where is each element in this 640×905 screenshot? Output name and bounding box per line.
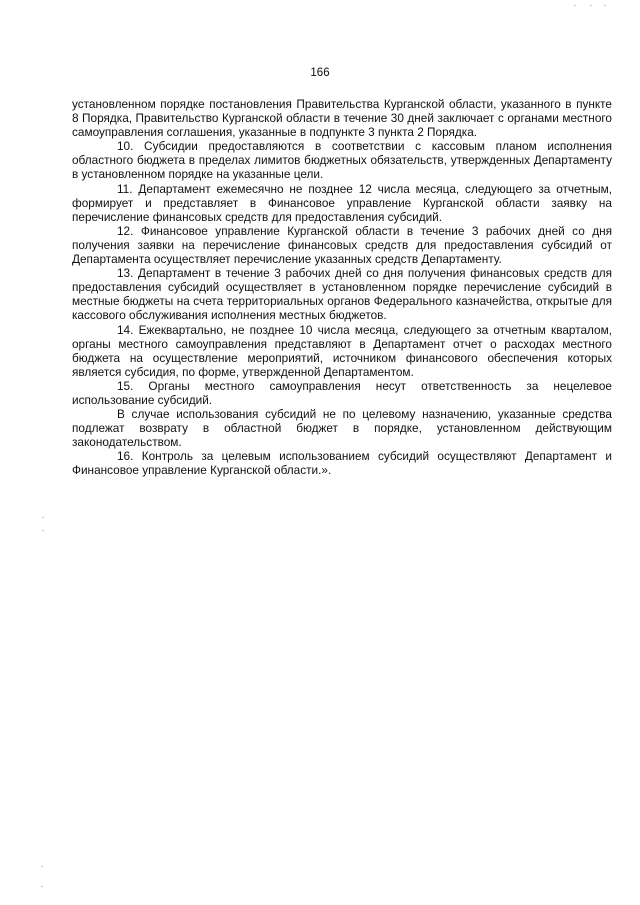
- scan-speck: [604, 5, 606, 6]
- scan-speck: [42, 530, 44, 531]
- paragraph-continuation: установленном порядке постановления Правительства Курганской области, указанного в пункте 8 Порядка, Правительство Курганской области в течение 30 дней заключает с органами местного самоуправления соглашения, указанные в подпункте 3 пункта 2 Порядка.: [72, 97, 612, 140]
- scan-speck: [41, 886, 43, 887]
- scan-speck: [590, 5, 592, 6]
- scan-speck: [42, 517, 44, 518]
- paragraph-item-11: 11. Департамент ежемесячно не позднее 12 числа месяца, следующего за отчетным, формирует и представляет в Финансовое управление Курганской области заявку на перечисление финансовых средств для предоставления субсидий.: [72, 181, 612, 224]
- scan-speck: [574, 5, 576, 6]
- paragraph-item-10: 10. Субсидии предоставляются в соответствии с кассовым планом исполнения областного бюджета в пределах лимитов бюджетных обязательств, утвержденных Департаменту в установленном порядке на указанные цели.: [72, 139, 612, 182]
- paragraph-item-12: 12. Финансовое управление Курганской области в течение 3 рабочих дней со дня получения заявки на перечисление финансовых средств для предоставления субсидий от Департамента осуществляет перечисление указанных средств Департаменту.: [72, 223, 612, 267]
- paragraph-item-14: 14. Ежеквартально, не позднее 10 числа месяца, следующего за отчетным кварталом, органы местного самоуправления представляют в Департамент отчет о расходах местного бюджета на осуществление мероприятий, источником финансового обеспечения которых является субсидия, по форме, утвержденной Департаментом.: [72, 322, 612, 379]
- paragraph-item-15: 15. Органы местного самоуправления несут ответственность за нецелевое использование субсидий.: [72, 378, 612, 407]
- paragraph-item-16: 16. Контроль за целевым использованием субсидий осуществляют Департамент и Финансовое управление Курганской области.».: [72, 449, 612, 478]
- paragraph-item-13: 13. Департамент в течение 3 рабочих дней со дня получения финансовых средств для предоставления субсидий осуществляет в установленном порядке перечисление субсидий в местные бюджеты на счета территориальных органов Федерального казначейства, открытые для кассового обслуживания исполнения местных бюджетов.: [72, 266, 612, 323]
- paragraph-misuse-refund: В случае использования субсидий не по целевому назначению, указанные средства подлежат возврату в областной бюджет в порядке, установленном действующим законодательством.: [72, 407, 612, 450]
- scan-speck: [41, 866, 43, 867]
- page-number: 166: [310, 67, 330, 79]
- document-body: [72, 97, 612, 478]
